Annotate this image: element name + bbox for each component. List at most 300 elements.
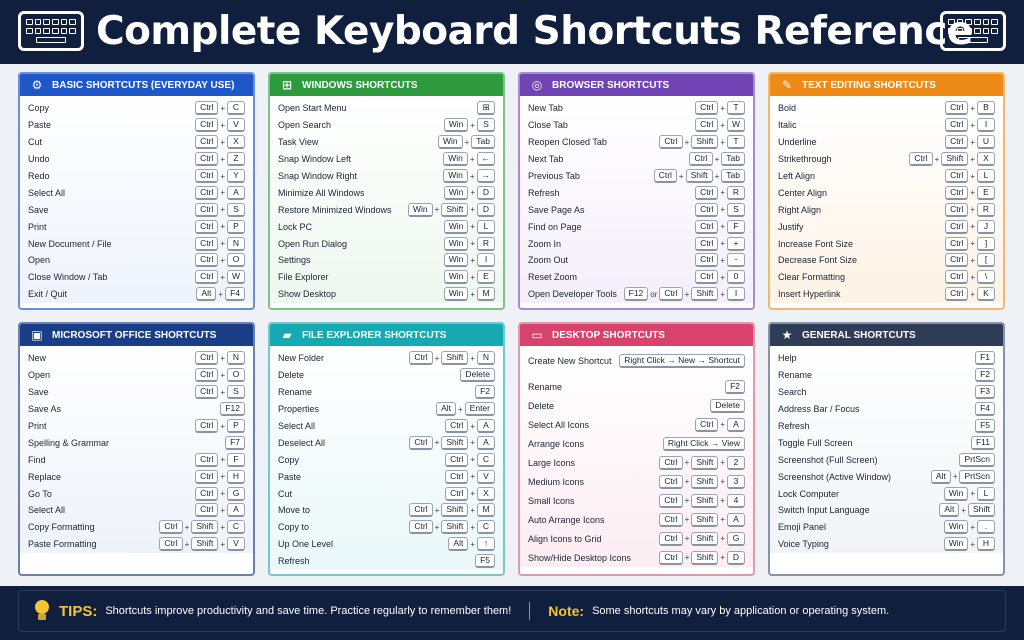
shortcut-label: Replace	[28, 471, 62, 482]
key-combo	[444, 253, 495, 267]
key-cap: Ctrl	[195, 203, 218, 217]
key-combo	[195, 220, 245, 234]
key-combo	[460, 368, 495, 382]
note-text: Some shortcuts may vary by application or operating system.	[592, 605, 890, 617]
key-cap: Ctrl	[195, 470, 218, 484]
panel-title: GENERAL SHORTCUTS	[802, 329, 916, 341]
tips-text: Shortcuts improve productivity and save time. Practice regularly to remember them!	[105, 605, 512, 617]
key-cap: Shift	[686, 169, 713, 183]
key-cap: Win	[444, 287, 469, 301]
shortcut-label: Delete	[278, 370, 305, 381]
key-cap: Ctrl	[695, 186, 718, 200]
key-cap: Ctrl	[409, 520, 432, 534]
shortcut-label: Previous Tab	[528, 171, 580, 181]
key-cap: M	[477, 503, 495, 517]
shortcut-row	[270, 168, 503, 185]
key-cap: Ctrl	[195, 220, 218, 234]
key-combo	[624, 287, 745, 301]
shortcut-row	[520, 491, 753, 510]
shortcut-label: Find on Page	[528, 221, 582, 232]
shortcut-row	[520, 134, 753, 151]
globe-icon: ◎	[531, 78, 543, 92]
key-cap: C	[477, 453, 495, 467]
shortcut-label: Exit / Quit	[28, 289, 68, 300]
key-cap: Ctrl	[195, 270, 218, 284]
monitor-icon: ▭	[531, 328, 543, 342]
plus-separator: +	[684, 534, 690, 543]
plus-separator: +	[970, 154, 975, 164]
key-cap: Ctrl	[695, 237, 718, 251]
key-cap: X	[227, 135, 245, 149]
key-combo	[409, 351, 495, 365]
key-cap: 4	[727, 494, 745, 508]
plus-separator: +	[470, 272, 475, 282]
panel-title: TEXT EDITING SHORTCUTS	[802, 79, 936, 91]
plus-separator: +	[470, 120, 475, 130]
key-combo	[695, 118, 745, 132]
key-cap: F2	[725, 380, 745, 394]
key-cap: N	[227, 237, 245, 251]
shortcut-label: Close Window / Tab	[28, 272, 108, 283]
plus-separator: +	[470, 239, 475, 249]
key-cap: Shift	[691, 287, 718, 301]
shortcut-label: Redo	[28, 171, 50, 181]
folder-icon: ▰	[282, 328, 292, 342]
shortcut-row	[520, 235, 753, 252]
key-cap: Ctrl	[195, 385, 218, 399]
key-combo	[695, 220, 745, 234]
shortcut-label: Save	[28, 387, 49, 398]
key-combo	[945, 220, 995, 234]
plus-separator: +	[970, 272, 975, 282]
shortcut-label: Rename	[278, 387, 313, 398]
shortcut-row	[270, 117, 503, 134]
plus-separator: +	[220, 505, 225, 515]
shortcut-row	[520, 415, 753, 434]
key-combo	[945, 253, 995, 267]
shortcut-label: New	[28, 353, 47, 364]
panel-title: WINDOWS SHORTCUTS	[302, 79, 418, 91]
key-cap: Shift	[691, 135, 718, 149]
key-combo	[195, 270, 245, 284]
key-cap: Ctrl	[695, 418, 718, 432]
shortcut-row	[770, 418, 1003, 435]
key-cap: F4	[225, 287, 245, 301]
shortcut-row	[20, 468, 253, 485]
content-area	[0, 64, 1024, 586]
key-combo	[909, 152, 995, 166]
key-cap: R	[977, 203, 995, 217]
key-cap: +	[727, 237, 745, 251]
plus-separator: +	[470, 353, 475, 363]
plus-separator: +	[970, 188, 975, 198]
key-combo	[195, 351, 245, 365]
panel-header	[770, 74, 1003, 96]
shortcut-label: Screenshot (Full Screen)	[778, 454, 878, 465]
plus-separator: +	[720, 496, 725, 505]
plus-separator: +	[470, 472, 475, 482]
key-cap: Shift	[968, 503, 995, 517]
shortcut-row	[520, 151, 753, 168]
shortcut-list	[270, 346, 503, 570]
key-combo	[659, 494, 745, 508]
key-cap: Shift	[441, 203, 468, 217]
shortcut-label: Italic	[778, 120, 797, 131]
plus-separator: +	[220, 421, 225, 431]
panel-header	[520, 74, 753, 96]
panel-general-shortcuts	[768, 322, 1005, 576]
key-combo	[195, 237, 245, 251]
key-combo	[195, 152, 245, 166]
key-combo	[195, 253, 245, 267]
key-cap: Win	[944, 487, 969, 501]
shortcut-row	[520, 377, 753, 396]
key-cap: Tab	[721, 169, 745, 183]
key-cap: Right Click → New → Shortcut	[619, 354, 745, 368]
key-cap: Ctrl	[945, 270, 968, 284]
key-cap: F2	[475, 385, 495, 399]
shortcut-label: Deselect All	[278, 437, 326, 448]
shortcut-list	[770, 96, 1003, 303]
shortcut-row	[20, 401, 253, 418]
key-cap: Enter	[465, 402, 495, 416]
shortcut-label: Strikethrough	[778, 154, 832, 165]
key-combo	[195, 385, 245, 399]
key-cap: O	[227, 253, 245, 267]
shortcut-label: Small Icons	[528, 495, 575, 506]
key-cap: Shift	[441, 351, 468, 365]
plus-separator: +	[434, 505, 440, 515]
plus-separator: +	[220, 489, 225, 499]
shortcut-label: New Document / File	[28, 238, 112, 249]
plus-separator: +	[970, 120, 975, 130]
shortcut-row	[20, 434, 253, 451]
shortcut-row	[520, 472, 753, 491]
shortcut-row	[520, 201, 753, 218]
key-cap: Tab	[471, 135, 495, 149]
shortcut-row	[270, 269, 503, 286]
plus-separator: +	[469, 171, 475, 181]
shortcut-row	[270, 235, 503, 252]
key-cap: R	[477, 237, 495, 251]
key-cap: ←	[477, 152, 496, 166]
key-cap: Ctrl	[195, 487, 218, 501]
key-combo	[939, 503, 995, 517]
key-combo	[408, 203, 495, 217]
shortcut-label: Address Bar / Focus	[778, 404, 860, 415]
key-cap: Shift	[691, 532, 718, 546]
plus-separator: +	[220, 205, 225, 215]
shortcut-row	[20, 350, 253, 367]
shortcut-label: Restore Minimized Windows	[278, 204, 392, 215]
shortcut-label: Increase Font Size	[778, 238, 854, 249]
key-cap: Ctrl	[409, 351, 432, 365]
key-cap: Ctrl	[195, 237, 218, 251]
key-combo	[945, 270, 995, 284]
plus-separator: +	[470, 539, 475, 549]
shortcut-row	[270, 485, 503, 502]
shortcut-label: Left Align	[778, 171, 816, 181]
key-combo	[475, 554, 495, 568]
plus-separator: +	[220, 272, 225, 282]
key-combo	[944, 520, 995, 534]
shortcut-label: Move to	[278, 505, 311, 516]
plus-separator: +	[464, 137, 470, 147]
page-title: Complete Keyboard Shortcuts Reference	[96, 9, 973, 54]
shortcut-label: Select All	[28, 505, 66, 516]
key-cap: Ctrl	[195, 101, 218, 115]
shortcut-row	[770, 468, 1003, 485]
shortcut-row	[520, 100, 753, 117]
shortcut-label: Open Start Menu	[278, 103, 347, 114]
key-cap: X	[477, 487, 495, 501]
key-cap: Win	[443, 152, 468, 166]
key-cap: Ctrl	[659, 551, 682, 565]
key-cap: PrtScn	[959, 453, 995, 467]
plus-separator: +	[220, 171, 225, 181]
key-cap: W	[227, 270, 245, 284]
plus-separator: +	[720, 420, 725, 429]
plus-separator: +	[720, 239, 725, 249]
key-cap: Ctrl	[695, 101, 718, 115]
shortcut-row	[770, 384, 1003, 401]
key-cap: Shift	[691, 456, 718, 470]
shortcut-list	[770, 346, 1003, 553]
key-cap: E	[977, 186, 995, 200]
key-cap: Win	[444, 220, 469, 234]
key-combo	[945, 186, 995, 200]
shortcut-row	[270, 350, 503, 367]
shortcut-label: Arrange Icons	[528, 438, 585, 449]
shortcut-row	[520, 286, 753, 303]
shortcut-row	[770, 536, 1003, 553]
shortcut-label: File Explorer	[278, 272, 329, 283]
pencil-icon: ✎	[781, 78, 793, 92]
panel-title: BASIC SHORTCUTS (EVERYDAY USE)	[52, 79, 235, 91]
shortcut-label: Properties	[278, 404, 320, 415]
shortcut-row	[20, 117, 253, 134]
plus-separator: +	[684, 553, 690, 562]
shortcut-row	[520, 168, 753, 185]
key-cap: Win	[408, 203, 433, 217]
key-combo	[659, 551, 745, 565]
key-cap: S	[727, 203, 745, 217]
plus-separator: +	[720, 477, 725, 486]
panel-header	[270, 324, 503, 346]
shortcut-row	[520, 269, 753, 286]
key-cap: PrtScn	[959, 470, 995, 484]
key-cap: V	[227, 537, 245, 551]
key-combo	[195, 101, 245, 115]
shortcut-row	[20, 151, 253, 168]
shortcut-label: Save Page As	[528, 204, 585, 215]
plus-separator: +	[720, 120, 725, 130]
plus-separator: +	[720, 515, 725, 524]
key-cap: V	[477, 470, 495, 484]
plus-separator: +	[184, 522, 190, 532]
shortcut-label: Copy to	[278, 522, 310, 533]
key-combo	[195, 186, 245, 200]
shortcut-row	[770, 168, 1003, 185]
shortcut-label: Refresh	[528, 187, 560, 198]
key-cap: Shift	[441, 436, 468, 450]
plus-separator: +	[961, 505, 966, 515]
key-cap: F	[727, 220, 745, 234]
plus-separator: +	[720, 553, 725, 562]
key-cap: Delete	[710, 399, 745, 413]
shortcut-row	[270, 100, 503, 117]
key-combo	[945, 135, 995, 149]
plus-separator: +	[720, 205, 725, 215]
key-combo	[444, 270, 495, 284]
key-combo	[195, 135, 245, 149]
key-combo	[695, 186, 745, 200]
note-label: Note:	[548, 603, 585, 619]
shortcut-label: Reset Zoom	[528, 272, 578, 283]
plus-separator: +	[970, 539, 975, 549]
shortcut-label: Print	[28, 421, 47, 431]
key-combo	[409, 520, 495, 534]
plus-separator: +	[184, 539, 190, 549]
shortcut-label: Select All	[28, 187, 66, 198]
key-combo	[409, 503, 495, 517]
key-combo	[944, 487, 995, 501]
key-combo	[195, 453, 245, 467]
key-combo	[436, 402, 495, 416]
key-cap: Shift	[691, 475, 718, 489]
key-cap: Z	[227, 152, 245, 166]
plus-separator: +	[720, 458, 725, 467]
keyboard-icon	[940, 11, 1006, 51]
shortcut-label: Undo	[28, 154, 50, 165]
shortcut-label: Select All Icons	[528, 419, 590, 430]
plus-separator: +	[714, 154, 720, 164]
key-cap: F4	[975, 402, 995, 416]
shortcut-row	[520, 350, 753, 371]
key-combo	[659, 475, 745, 489]
shortcut-row	[770, 184, 1003, 201]
key-cap: Ctrl	[659, 532, 682, 546]
shortcut-label: Zoom In	[528, 238, 562, 249]
key-cap: F3	[975, 385, 995, 399]
key-combo	[725, 380, 745, 394]
key-cap: N	[477, 351, 495, 365]
plus-separator: +	[470, 505, 475, 515]
shortcut-label: Right Align	[778, 204, 822, 215]
shortcut-label: Lock PC	[278, 221, 313, 232]
plus-separator: +	[220, 539, 225, 549]
key-combo	[710, 399, 745, 413]
key-combo	[971, 436, 995, 450]
key-combo	[659, 532, 745, 546]
key-combo	[659, 513, 745, 527]
shortcut-label: Zoom Out	[528, 255, 569, 266]
key-cap: A	[227, 503, 245, 517]
shortcut-row	[770, 218, 1003, 235]
shortcut-label: Reopen Closed Tab	[528, 137, 607, 148]
key-cap: D	[477, 203, 495, 217]
shortcut-row	[770, 201, 1003, 218]
panel-desktop-shortcuts	[518, 322, 755, 576]
key-cap: Shift	[941, 152, 968, 166]
shortcut-row	[20, 485, 253, 502]
shortcut-row	[270, 201, 503, 218]
key-cap: Ctrl	[195, 351, 218, 365]
shortcut-row	[770, 134, 1003, 151]
shortcut-label: Save As	[28, 404, 62, 415]
plus-separator: +	[970, 255, 975, 265]
shortcut-row	[520, 453, 753, 472]
plus-separator: +	[720, 137, 725, 147]
shortcut-row	[20, 252, 253, 269]
plus-separator: +	[678, 171, 684, 181]
shortcut-row	[20, 201, 253, 218]
key-cap: Ctrl	[409, 503, 432, 517]
key-cap: Ctrl	[445, 419, 468, 433]
plus-separator: +	[970, 489, 975, 499]
key-cap: Ctrl	[945, 169, 968, 183]
shortcut-label: Open	[28, 255, 51, 266]
key-combo	[975, 368, 995, 382]
key-cap: Ctrl	[195, 419, 218, 433]
key-cap: Tab	[721, 152, 745, 166]
shortcut-row	[520, 396, 753, 415]
shortcut-label: Paste Formatting	[28, 539, 97, 550]
shortcut-list	[270, 96, 503, 303]
windows-logo-icon: ⊞	[281, 78, 293, 92]
plus-separator: +	[220, 522, 225, 532]
key-cap: X	[977, 152, 995, 166]
key-cap: Ctrl	[195, 186, 218, 200]
shortcut-label: Snap Window Left	[278, 154, 352, 165]
shortcut-row	[270, 502, 503, 519]
key-cap: F11	[971, 436, 995, 450]
key-cap: Ctrl	[195, 368, 218, 382]
panel-title: BROWSER SHORTCUTS	[552, 79, 670, 91]
key-cap: C	[477, 520, 495, 534]
key-cap: Ctrl	[195, 152, 218, 166]
key-cap: [	[977, 253, 995, 267]
key-cap: Ctrl	[695, 253, 718, 267]
shortcut-label: Insert Hyperlink	[778, 289, 841, 300]
plus-separator: +	[970, 171, 975, 181]
shortcut-row	[20, 184, 253, 201]
panel-text-editing-shortcuts	[768, 72, 1005, 310]
shortcut-label: Voice Typing	[778, 539, 829, 550]
plus-separator: +	[470, 222, 475, 232]
office-logo-icon: ▣	[31, 328, 43, 342]
key-combo	[477, 101, 495, 115]
key-combo	[975, 351, 995, 365]
plus-separator: +	[220, 255, 225, 265]
key-combo	[195, 487, 245, 501]
key-cap: Ctrl	[945, 237, 968, 251]
tips-footer	[18, 590, 1006, 632]
plus-separator: +	[220, 387, 225, 397]
key-combo	[159, 537, 245, 551]
shortcut-label: Medium Icons	[528, 476, 585, 487]
tips-label: TIPS:	[59, 602, 98, 620]
plus-separator: +	[720, 222, 725, 232]
shortcut-row	[770, 350, 1003, 367]
plus-separator: +	[720, 255, 725, 265]
key-cap: Ctrl	[659, 287, 682, 301]
key-cap: L	[977, 169, 995, 183]
shortcut-label: Copy Formatting	[28, 522, 95, 533]
shortcut-label: Align Icons to Grid	[528, 533, 602, 544]
key-combo	[195, 470, 245, 484]
shortcut-row	[520, 218, 753, 235]
